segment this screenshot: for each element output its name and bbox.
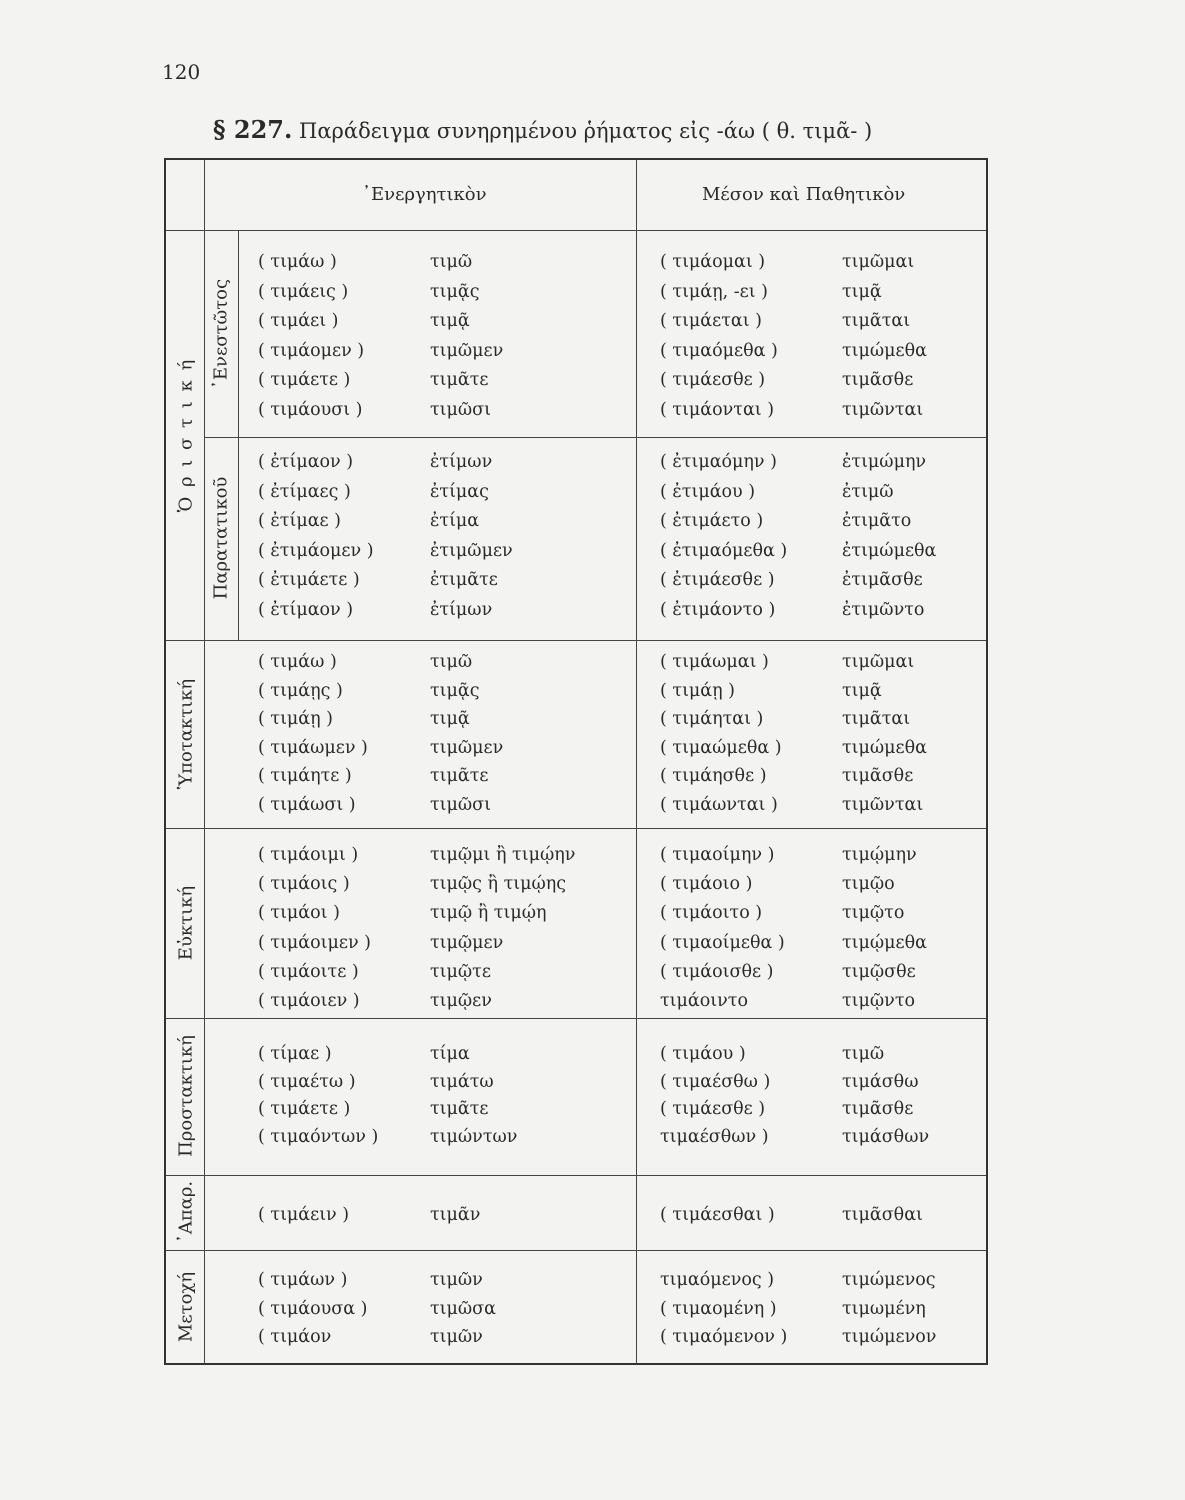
subjunctive-a1-row-6: ( τιμάωσι ) — [258, 795, 356, 815]
participle-a2-row-2: τιμῶσα — [430, 1298, 496, 1319]
participle-m2-row-3: τιμώμενον — [842, 1327, 937, 1347]
present-m2-row-3: τιμᾶται — [842, 311, 911, 332]
optative-a2-row-2: τιμῷς ἢ τιμῴης — [430, 874, 567, 895]
participle-a2-row-3: τιμῶν — [430, 1327, 483, 1347]
infinitive-a1-row-1: ( τιμάειν ) — [258, 1205, 350, 1225]
page-number: 120 — [162, 60, 201, 84]
present-a2-row-6: τιμῶσι — [430, 400, 491, 420]
title-text: Παράδειγμα συνηρημένου ῥήματος εἰς -άω ( θ. τιμᾶ- ) — [299, 119, 873, 143]
divider-imperative — [166, 1018, 986, 1019]
optative-a2-row-1: τιμῷμι ἢ τιμῴην — [430, 845, 576, 865]
subjunctive-m2-row-1: τιμῶμαι — [842, 652, 915, 672]
present-m2-row-2: τιμᾷ — [842, 281, 882, 302]
present-a2-row-5: τιμᾶτε — [430, 370, 489, 391]
infinitive-m2-row-1: τιμᾶσθαι — [842, 1205, 923, 1225]
present-m2-row-6: τιμῶνται — [842, 400, 924, 420]
imperfect-m2-row-2: ἐτιμῶ — [842, 481, 894, 502]
divider-optative — [166, 828, 986, 829]
divider-infinitive — [166, 1175, 986, 1176]
imperative-m1-row-1: ( τιμάου ) — [660, 1044, 746, 1064]
optative-m2-row-3: τιμῷτο — [842, 903, 905, 924]
optative-m2-row-1: τιμῴμην — [842, 845, 917, 865]
imperfect-a2-row-2: ἐτίμας — [430, 481, 489, 502]
imperfect-m1-row-3: ( ἐτιμάετο ) — [660, 511, 764, 532]
optative-m1-row-3: ( τιμάοιτο ) — [660, 903, 763, 924]
label-imperfect: Παρατατικοῦ — [210, 476, 232, 600]
optative-a1-row-6: ( τιμάοιεν ) — [258, 991, 360, 1011]
optative-a1-row-5: ( τιμάοιτε ) — [258, 961, 359, 982]
infinitive-m1-row-1: ( τιμάεσθαι ) — [660, 1205, 775, 1225]
present-m1-row-4: ( τιμαόμεθα ) — [660, 340, 778, 361]
optative-m2-row-5: τιμῷσθε — [842, 961, 916, 982]
imperative-m2-row-3: τιμᾶσθε — [842, 1099, 914, 1119]
divider-header — [166, 230, 986, 231]
imperfect-m1-row-5: ( ἐτιμάεσθε ) — [660, 570, 775, 591]
subjunctive-a1-row-2: ( τιμάῃς ) — [258, 680, 343, 701]
conjugation-table — [164, 158, 988, 1365]
present-a2-row-1: τιμῶ — [430, 252, 473, 272]
present-a2-row-2: τιμᾷς — [430, 281, 480, 302]
imperfect-a1-row-6: ( ἐτίμαον ) — [258, 600, 354, 620]
optative-m1-row-2: ( τιμάοιο ) — [660, 874, 753, 895]
present-a2-row-4: τιμῶμεν — [430, 340, 504, 361]
participle-m2-row-2: τιμωμένη — [842, 1298, 926, 1319]
subjunctive-a2-row-1: τιμῶ — [430, 652, 473, 672]
imperfect-a2-row-1: ἐτίμων — [430, 452, 493, 472]
section-number: § 227. — [213, 115, 293, 144]
divider-tense-column — [238, 230, 239, 640]
imperative-a1-row-3: ( τιμάετε ) — [258, 1099, 351, 1119]
label-present: ᾿Ενεστῶτος — [210, 278, 232, 390]
imperfect-a2-row-5: ἐτιμᾶτε — [430, 570, 498, 591]
present-m2-row-4: τιμώμεθα — [842, 340, 927, 361]
imperfect-a2-row-3: ἐτίμα — [430, 511, 480, 532]
optative-m2-row-4: τιμῴμεθα — [842, 932, 927, 953]
participle-a2-row-1: τιμῶν — [430, 1270, 483, 1290]
participle-a1-row-1: ( τιμάων ) — [258, 1270, 348, 1290]
subjunctive-m1-row-5: ( τιμάησθε ) — [660, 766, 767, 787]
label-participle: Μετοχή — [175, 1271, 197, 1343]
imperfect-a2-row-6: ἐτίμων — [430, 600, 493, 620]
subjunctive-m2-row-2: τιμᾷ — [842, 680, 882, 701]
subjunctive-m1-row-2: ( τιμάῃ ) — [660, 680, 735, 701]
present-m1-row-6: ( τιμάονται ) — [660, 400, 775, 420]
optative-m1-row-6: τιμάοιντο — [660, 991, 748, 1011]
optative-m2-row-6: τιμῷντο — [842, 991, 916, 1011]
divider-voice-column — [636, 160, 637, 1363]
label-infinitive: ᾿Απαρ. — [175, 1180, 197, 1244]
imperative-m1-row-4: τιμαέσθων ) — [660, 1126, 769, 1147]
optative-a1-row-2: ( τιμάοις ) — [258, 874, 350, 895]
subjunctive-a1-row-5: ( τιμάητε ) — [258, 766, 352, 787]
imperfect-m2-row-5: ἐτιμᾶσθε — [842, 570, 923, 591]
imperfect-a1-row-2: ( ἐτίμαες ) — [258, 481, 351, 502]
page-title — [213, 115, 872, 144]
optative-a2-row-6: τιμῷεν — [430, 991, 492, 1011]
participle-m1-row-1: τιμαόμενος ) — [660, 1270, 775, 1290]
subjunctive-a2-row-6: τιμῶσι — [430, 795, 491, 815]
imperative-m1-row-2: ( τιμαέσθω ) — [660, 1071, 771, 1092]
present-m1-row-1: ( τιμάομαι ) — [660, 252, 766, 272]
imperfect-a1-row-5: ( ἐτιμάετε ) — [258, 570, 360, 591]
imperative-m2-row-1: τιμῶ — [842, 1044, 885, 1064]
divider-subjunctive — [166, 640, 986, 641]
optative-a1-row-1: ( τιμάοιμι ) — [258, 845, 359, 865]
present-m1-row-5: ( τιμάεσθε ) — [660, 370, 766, 391]
present-a1-row-1: ( τιμάω ) — [258, 252, 337, 272]
imperative-a2-row-3: τιμᾶτε — [430, 1099, 489, 1119]
optative-m1-row-4: ( τιμαοίμεθα ) — [660, 932, 785, 953]
imperfect-a1-row-3: ( ἐτίμαε ) — [258, 511, 341, 532]
infinitive-a2-row-1: τιμᾶν — [430, 1205, 481, 1225]
subjunctive-a1-row-4: ( τιμάωμεν ) — [258, 737, 368, 758]
optative-m2-row-2: τιμῷο — [842, 874, 895, 895]
optative-m1-row-1: ( τιμαοίμην ) — [660, 845, 775, 865]
header-active: ᾿Ενεργητικὸν — [362, 184, 487, 205]
subjunctive-m2-row-5: τιμᾶσθε — [842, 766, 914, 787]
participle-a1-row-3: ( τιμάον — [258, 1327, 332, 1347]
imperfect-a2-row-4: ἐτιμῶμεν — [430, 540, 513, 561]
imperfect-a1-row-1: ( ἐτίμαον ) — [258, 452, 354, 472]
imperative-a1-row-4: ( τιμαόντων ) — [258, 1126, 379, 1147]
subjunctive-a1-row-3: ( τιμάῃ ) — [258, 709, 333, 730]
imperfect-a1-row-4: ( ἐτιμάομεν ) — [258, 540, 374, 561]
imperative-a1-row-2: ( τιμαέτω ) — [258, 1071, 356, 1092]
imperative-a2-row-4: τιμώντων — [430, 1126, 518, 1147]
imperfect-m2-row-6: ἐτιμῶντο — [842, 600, 925, 620]
subjunctive-a2-row-4: τιμῶμεν — [430, 737, 504, 758]
header-middle-passive: Μέσον καὶ Παθητικὸν — [702, 184, 906, 205]
subjunctive-m2-row-3: τιμᾶται — [842, 709, 911, 730]
divider-participle — [166, 1250, 986, 1251]
optative-a2-row-3: τιμῷ ἢ τιμῴη — [430, 903, 547, 924]
present-m1-row-3: ( τιμάεται ) — [660, 311, 762, 332]
subjunctive-a2-row-2: τιμᾷς — [430, 680, 480, 701]
subjunctive-a1-row-1: ( τιμάω ) — [258, 652, 337, 672]
participle-m1-row-2: ( τιμαομένη ) — [660, 1298, 777, 1319]
label-subjunctive: Ὑποτακτική — [175, 678, 197, 790]
subjunctive-m1-row-1: ( τιμάωμαι ) — [660, 652, 769, 672]
imperfect-m2-row-4: ἐτιμώμεθα — [842, 540, 937, 561]
subjunctive-m1-row-4: ( τιμαώμεθα ) — [660, 737, 782, 758]
imperfect-m2-row-1: ἐτιμώμην — [842, 452, 927, 472]
imperative-m2-row-2: τιμάσθω — [842, 1071, 919, 1092]
participle-m2-row-1: τιμώμενος — [842, 1270, 936, 1290]
subjunctive-a2-row-5: τιμᾶτε — [430, 766, 489, 787]
imperative-a2-row-2: τιμάτω — [430, 1071, 494, 1092]
present-a1-row-4: ( τιμάομεν ) — [258, 340, 365, 361]
label-indicative: Ὁ ρ ι σ τ ι κ ή — [175, 357, 197, 513]
label-imperative: Προστακτική — [175, 1035, 197, 1157]
imperative-a1-row-1: ( τίμαε ) — [258, 1044, 332, 1064]
participle-m1-row-3: ( τιμαόμενον ) — [660, 1327, 788, 1347]
optative-a1-row-4: ( τιμάοιμεν ) — [258, 932, 371, 953]
label-optative: Εὐκτική — [175, 885, 197, 961]
present-a1-row-3: ( τιμάει ) — [258, 311, 339, 332]
imperfect-m2-row-3: ἐτιμᾶτο — [842, 511, 912, 532]
subjunctive-m2-row-6: τιμῶνται — [842, 795, 924, 815]
present-a1-row-2: ( τιμάεις ) — [258, 281, 349, 302]
imperfect-m1-row-4: ( ἐτιμαόμεθα ) — [660, 540, 788, 561]
subjunctive-m1-row-3: ( τιμάηται ) — [660, 709, 764, 730]
subjunctive-m2-row-4: τιμώμεθα — [842, 737, 927, 758]
present-m2-row-1: τιμῶμαι — [842, 252, 915, 272]
present-a2-row-3: τιμᾷ — [430, 311, 470, 332]
divider-present-imperfect — [204, 437, 986, 438]
optative-m1-row-5: ( τιμάοισθε ) — [660, 961, 774, 982]
divider-mood-column — [204, 160, 205, 1363]
optative-a2-row-5: τιμῷτε — [430, 961, 491, 982]
imperfect-m1-row-1: ( ἐτιμαόμην ) — [660, 452, 777, 472]
participle-a1-row-2: ( τιμάουσα ) — [258, 1298, 368, 1319]
present-a1-row-5: ( τιμάετε ) — [258, 370, 351, 391]
optative-a2-row-4: τιμῷμεν — [430, 932, 504, 953]
imperative-a2-row-1: τίμα — [430, 1044, 470, 1064]
imperfect-m1-row-2: ( ἐτιμάου ) — [660, 481, 756, 502]
imperative-m1-row-3: ( τιμάεσθε ) — [660, 1099, 766, 1119]
present-a1-row-6: ( τιμάουσι ) — [258, 400, 363, 420]
subjunctive-m1-row-6: ( τιμάωνται ) — [660, 795, 778, 815]
imperative-m2-row-4: τιμάσθων — [842, 1126, 930, 1147]
present-m1-row-2: ( τιμάῃ, -ει ) — [660, 281, 768, 302]
subjunctive-a2-row-3: τιμᾷ — [430, 709, 470, 730]
imperfect-m1-row-6: ( ἐτιμάοντο ) — [660, 600, 776, 620]
optative-a1-row-3: ( τιμάοι ) — [258, 903, 340, 924]
present-m2-row-5: τιμᾶσθε — [842, 370, 914, 391]
